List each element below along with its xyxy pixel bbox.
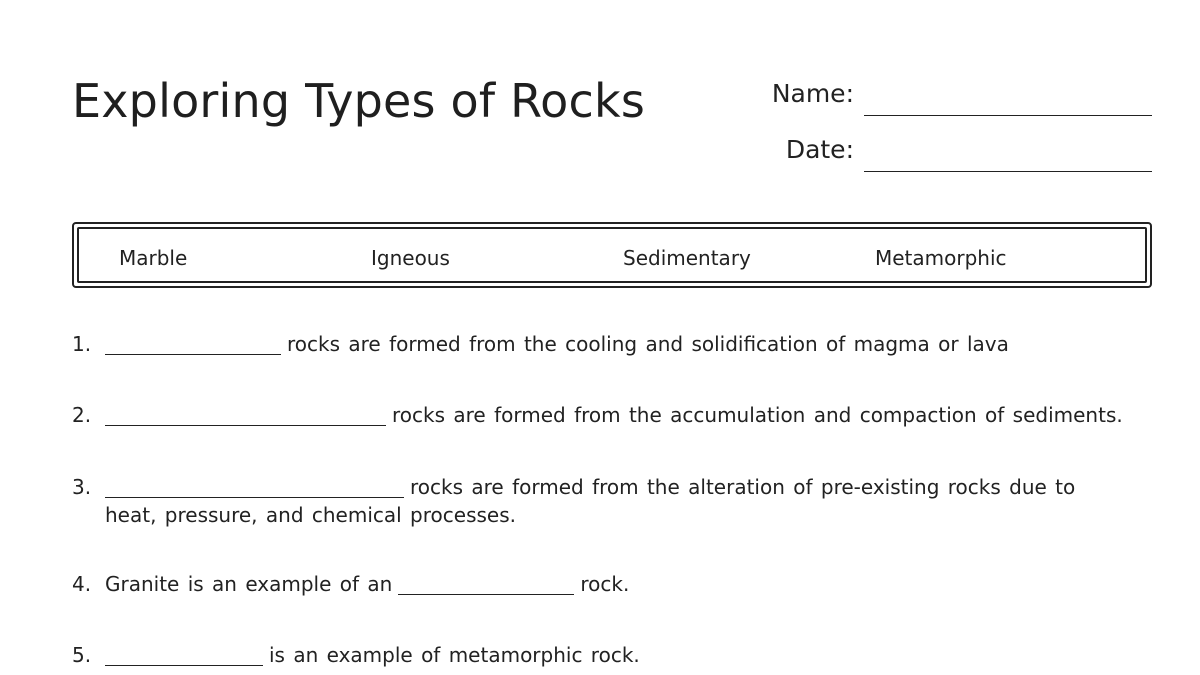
name-field[interactable] [864, 87, 1152, 116]
date-label: Date: [785, 135, 854, 164]
answer-blank-2[interactable] [105, 405, 386, 426]
word-bank [72, 222, 1152, 288]
question-number: 2. [72, 403, 92, 427]
word-bank-item-sedimentary: Sedimentary [623, 246, 751, 270]
date-row [786, 134, 1152, 166]
name-label: Name: [771, 79, 854, 108]
answer-blank-1[interactable] [105, 334, 281, 355]
answer-blank-4[interactable] [398, 574, 574, 595]
word-bank-item-marble: Marble [119, 246, 188, 270]
question-text: rocks are formed from the accumulation and compaction of sediments. [392, 403, 1123, 427]
word-bank-item-metamorphic: Metamorphic [875, 246, 1007, 270]
name-row [772, 78, 1152, 110]
question-4 [72, 570, 1132, 598]
question-text: rocks are formed from the cooling and solidification of magma or lava [287, 332, 1009, 356]
question-text-before: Granite is an example of an [105, 572, 393, 596]
question-number: 4. [72, 572, 92, 596]
answer-blank-5[interactable] [105, 645, 263, 666]
answer-blank-3[interactable] [105, 477, 404, 498]
question-3 [72, 473, 1132, 529]
worksheet-title: Exploring Types of Rocks [72, 74, 646, 128]
question-number: 3. [72, 475, 92, 499]
question-1 [72, 330, 1132, 358]
word-bank-item-igneous: Igneous [371, 246, 450, 270]
question-text: rocks are formed from the alteration of pre-existing rocks due to heat, pressure, and chemical processes. [105, 475, 1076, 527]
question-number: 1. [72, 332, 92, 356]
question-text: is an example of metamorphic rock. [269, 643, 640, 667]
question-text-after: rock. [580, 572, 630, 596]
question-2 [72, 401, 1132, 429]
question-5 [72, 641, 1132, 669]
date-field[interactable] [864, 143, 1152, 172]
word-bank-inner [77, 227, 1147, 283]
question-number: 5. [72, 643, 92, 667]
